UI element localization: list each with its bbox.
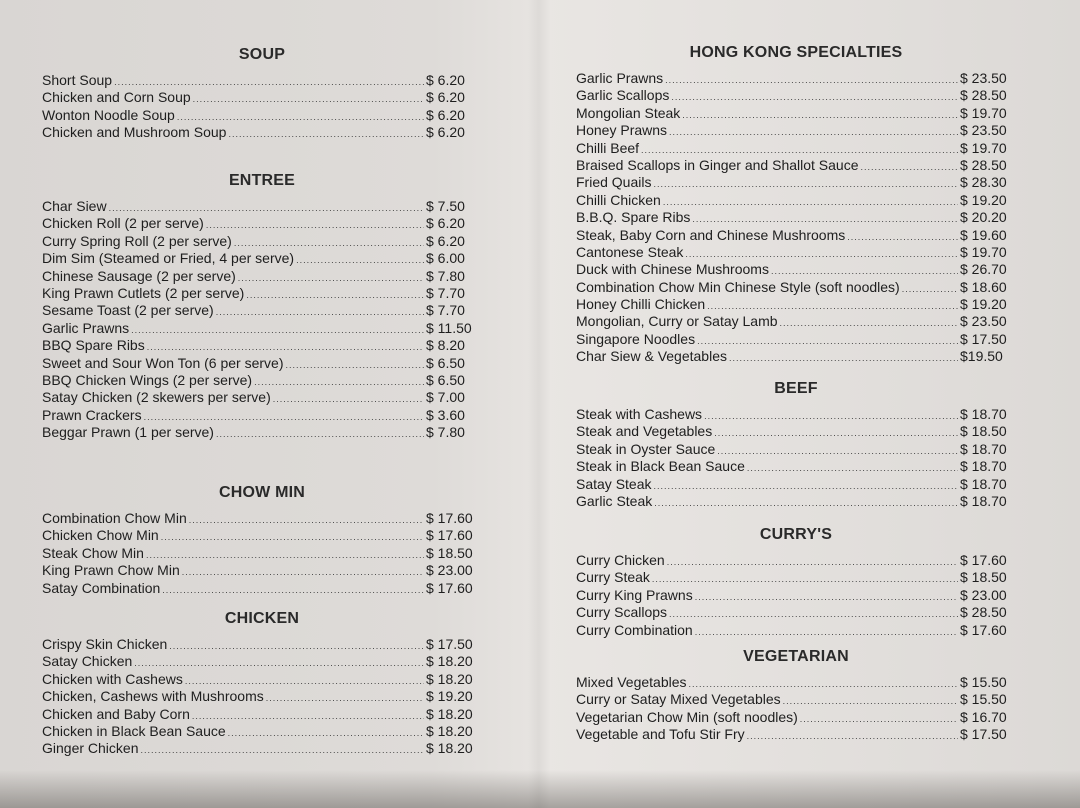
- dot-leader: [747, 460, 958, 477]
- menu-item: [576, 244, 1016, 261]
- menu-item-price: $ 28.50: [960, 87, 1007, 104]
- menu-item: [42, 706, 482, 723]
- dot-leader: [667, 554, 958, 571]
- menu-item-name: Chilli Beef: [576, 139, 640, 156]
- dot-leader: [902, 281, 958, 298]
- menu-item-name: Mixed Vegetables: [576, 674, 687, 690]
- menu-item-name: Chicken and Baby Corn: [42, 705, 190, 722]
- section-entree: [42, 170, 482, 456]
- dot-leader: [695, 624, 958, 641]
- menu-item-price: $ 18.20: [426, 670, 473, 687]
- dot-leader: [266, 690, 424, 707]
- menu-item: [42, 527, 482, 544]
- menu-item: [576, 87, 1016, 104]
- menu-item: [576, 348, 1016, 365]
- menu-item-price: $ 28.50: [960, 604, 1007, 621]
- menu-item-name: King Prawn Chow Min: [42, 562, 180, 579]
- menu-item-price: $ 19.70: [960, 243, 1007, 260]
- menu-item-name: Prawn Crackers: [42, 406, 142, 423]
- menu-item-name: Duck with Chinese Mushrooms: [576, 261, 769, 278]
- section-title: BEEF: [774, 380, 818, 397]
- page-fold: [528, 0, 550, 808]
- dot-leader: [131, 322, 424, 339]
- menu-item: [42, 407, 482, 424]
- dot-leader: [228, 126, 424, 143]
- menu-item-price: $ 6.20: [426, 72, 465, 88]
- menu-item-name: Garlic Prawns: [576, 70, 664, 86]
- menu-item-price: $ 18.20: [426, 740, 473, 757]
- menu-item-name: Steak, Baby Corn and Chinese Mushrooms: [576, 226, 846, 243]
- menu-item: [42, 424, 482, 441]
- menu-item: [576, 674, 1016, 691]
- menu-item-price: $ 15.50: [960, 691, 1007, 708]
- dot-leader: [141, 742, 425, 759]
- dot-leader: [254, 374, 424, 391]
- menu-item-price: $ 8.20: [426, 337, 465, 354]
- menu-item: [42, 636, 482, 653]
- menu-item: [42, 302, 482, 319]
- menu-item-name: Mongolian, Curry or Satay Lamb: [576, 313, 778, 330]
- menu-item: [42, 72, 482, 89]
- menu-item-name: Braised Scallops in Ginger and Shallot Sauce: [576, 156, 859, 173]
- menu-item: [576, 587, 1016, 604]
- dot-leader: [296, 252, 424, 269]
- menu-item-name: B.B.Q. Spare Ribs: [576, 209, 691, 226]
- menu-item-price: $ 17.60: [426, 579, 473, 596]
- menu-item-price: $ 18.70: [960, 440, 1007, 457]
- menu-item: [576, 604, 1016, 621]
- menu-item-price: $ 18.70: [960, 406, 1007, 422]
- menu-item-name: Combination Chow Min Chinese Style (soft noodles): [576, 278, 900, 295]
- menu-item: [42, 671, 482, 688]
- menu-item-name: Honey Chilli Chicken: [576, 296, 706, 313]
- menu-item-name: King Prawn Cutlets (2 per serve): [42, 284, 245, 301]
- menu-item-price: $ 11.50: [426, 319, 472, 336]
- section-beef: [576, 378, 1016, 509]
- menu-item-name: Curry King Prawns: [576, 586, 693, 603]
- menu-item: [42, 124, 482, 141]
- menu-item-name: Curry Combination: [576, 621, 693, 638]
- menu-item-name: Combination Chow Min: [42, 510, 187, 526]
- menu-item-name: Chilli Chicken: [576, 191, 661, 208]
- section-chow-min: [42, 482, 482, 594]
- dot-leader: [747, 728, 958, 745]
- menu-item: [576, 441, 1016, 458]
- menu-item-price: $ 17.60: [426, 527, 473, 544]
- menu-item: [42, 198, 482, 215]
- dot-leader: [665, 72, 958, 89]
- section-chicken: [42, 608, 482, 758]
- menu-item: [42, 250, 482, 267]
- menu-item: [42, 688, 482, 705]
- dot-leader: [169, 638, 424, 655]
- menu-item-name: Chicken and Corn Soup: [42, 89, 191, 106]
- menu-item: [42, 740, 482, 757]
- menu-item-name: Sesame Toast (2 per serve): [42, 302, 214, 319]
- dot-leader: [780, 315, 958, 332]
- menu-item-price: $ 19.70: [960, 139, 1007, 156]
- menu-item-price: $ 7.80: [426, 424, 465, 441]
- dot-leader: [847, 229, 958, 246]
- menu-item-name: Cantonese Steak: [576, 243, 684, 260]
- menu-item: [42, 337, 482, 354]
- menu-item-name: Chicken with Cashews: [42, 670, 183, 687]
- menu-item-name: Steak and Vegetables: [576, 423, 713, 440]
- dot-leader: [783, 693, 958, 710]
- dot-leader: [714, 425, 958, 442]
- menu-item-price: $ 16.70: [960, 708, 1007, 725]
- menu-item-price: $ 19.20: [960, 296, 1007, 313]
- section-title: VEGETARIAN: [743, 648, 849, 665]
- dot-leader: [695, 589, 958, 606]
- menu-item-name: Char Siew & Vegetables: [576, 348, 727, 365]
- menu-item: [42, 233, 482, 250]
- menu-item-name: Chicken, Cashews with Mushrooms: [42, 688, 264, 705]
- menu-item-name: BBQ Spare Ribs: [42, 337, 145, 354]
- menu-item: [576, 157, 1016, 174]
- menu-item: [42, 562, 482, 579]
- menu-item-price: $ 23.50: [960, 313, 1007, 330]
- menu-item-name: Ginger Chicken: [42, 740, 139, 757]
- section-title: CHICKEN: [224, 610, 300, 627]
- section-vegetarian: [576, 646, 1016, 744]
- menu-item-price: $ 18.50: [960, 423, 1007, 440]
- menu-item: [576, 622, 1016, 639]
- menu-item-price: $ 17.60: [960, 552, 1007, 568]
- menu-item-price: $19.50: [960, 348, 1003, 365]
- menu-item-name: Curry Steak: [576, 569, 650, 586]
- menu-item-price: $ 28.30: [960, 174, 1007, 191]
- menu-item-name: Chicken Roll (2 per serve): [42, 215, 204, 232]
- menu-item: [576, 569, 1016, 586]
- menu-item: [42, 355, 482, 372]
- menu-item: [576, 691, 1016, 708]
- dot-leader: [800, 711, 958, 728]
- menu-item-price: $ 23.50: [960, 70, 1007, 86]
- menu-item-name: Satay Chicken: [42, 653, 133, 670]
- menu-item-name: Curry Spring Roll (2 per serve): [42, 232, 232, 249]
- menu-item-name: Chicken and Mushroom Soup: [42, 124, 227, 141]
- menu-item-price: $ 7.70: [426, 302, 465, 319]
- menu-item-name: Vegetable and Tofu Stir Fry: [576, 726, 745, 743]
- section-title: CURRY'S: [759, 526, 833, 543]
- menu-item-price: $ 18.70: [960, 475, 1007, 492]
- menu-item: [42, 268, 482, 285]
- menu-item-price: $ 6.20: [426, 106, 465, 123]
- menu-item: [576, 140, 1016, 157]
- menu-item: [576, 105, 1016, 122]
- menu-item: [576, 313, 1016, 330]
- menu-item-name: Sweet and Sour Won Ton (6 per serve): [42, 354, 284, 371]
- section-soup: [42, 44, 482, 152]
- section-currys: [576, 524, 1016, 636]
- menu-item-name: Steak in Black Bean Sauce: [576, 458, 745, 475]
- menu-item: [42, 580, 482, 597]
- menu-item: [576, 331, 1016, 348]
- right-column: [576, 42, 1016, 744]
- dot-leader: [654, 495, 958, 512]
- menu-item-name: Curry Scallops: [576, 604, 668, 621]
- menu-item-price: $ 18.70: [960, 458, 1007, 475]
- menu-item-name: Beggar Prawn (1 per serve): [42, 424, 214, 441]
- dot-leader: [228, 725, 424, 742]
- menu-item-price: $ 18.20: [426, 722, 473, 739]
- menu-item-name: Singapore Noodles: [576, 330, 696, 347]
- dot-leader: [669, 606, 958, 623]
- menu-item-price: $ 18.20: [426, 705, 473, 722]
- menu-item-price: $ 7.00: [426, 389, 465, 406]
- menu-item: [576, 279, 1016, 296]
- menu-item-name: Wonton Noodle Soup: [42, 106, 175, 123]
- dot-leader: [663, 194, 958, 211]
- menu-item-price: $ 19.20: [426, 688, 473, 705]
- dot-leader: [273, 391, 424, 408]
- menu-item-name: Curry Chicken: [576, 552, 665, 568]
- menu-item-price: $ 17.50: [960, 726, 1007, 743]
- menu-item: [576, 70, 1016, 87]
- dot-leader: [697, 333, 958, 350]
- menu-item: [576, 174, 1016, 191]
- menu-item-name: Crispy Skin Chicken: [42, 636, 168, 652]
- menu-item-price: $ 6.20: [426, 215, 465, 232]
- menu-item-name: Honey Prawns: [576, 122, 668, 139]
- menu-item-name: Fried Quails: [576, 174, 652, 191]
- menu-item-price: $ 20.20: [960, 209, 1007, 226]
- menu-item-name: Short Soup: [42, 72, 113, 88]
- dot-leader: [162, 582, 424, 599]
- menu-item: [576, 261, 1016, 278]
- menu-item: [42, 285, 482, 302]
- bottom-shadow: [0, 770, 1080, 808]
- menu-item-price: $ 19.60: [960, 226, 1007, 243]
- dot-leader: [146, 547, 424, 564]
- menu-item-price: $ 23.50: [960, 122, 1007, 139]
- dot-leader: [246, 287, 424, 304]
- menu-item-name: Steak in Oyster Sauce: [576, 440, 716, 457]
- menu-item-name: Chicken Chow Min: [42, 527, 159, 544]
- menu-item-name: Garlic Scallops: [576, 87, 670, 104]
- menu-item-name: Steak Chow Min: [42, 544, 144, 561]
- menu-item-price: $ 3.60: [426, 406, 465, 423]
- menu-item: [42, 653, 482, 670]
- dot-leader: [671, 89, 958, 106]
- menu-item-price: $ 18.50: [426, 544, 473, 561]
- menu-item: [42, 89, 482, 106]
- menu-item-price: $ 23.00: [426, 562, 473, 579]
- dot-leader: [216, 426, 424, 443]
- menu-item-price: $ 7.70: [426, 284, 465, 301]
- menu-item-price: $ 26.70: [960, 261, 1007, 278]
- menu-item: [576, 423, 1016, 440]
- dot-leader: [161, 529, 424, 546]
- dot-leader: [682, 107, 958, 124]
- menu-item-name: Satay Chicken (2 skewers per serve): [42, 389, 271, 406]
- menu-item-name: Steak with Cashews: [576, 406, 703, 422]
- menu-item-name: Vegetarian Chow Min (soft noodles): [576, 708, 798, 725]
- dot-leader: [653, 176, 958, 193]
- menu-item-name: Curry or Satay Mixed Vegetables: [576, 691, 781, 708]
- menu-item: [42, 215, 482, 232]
- menu-item-price: $ 17.50: [960, 330, 1007, 347]
- menu-item-price: $ 6.50: [426, 371, 465, 388]
- menu-item: [576, 476, 1016, 493]
- menu-item-name: Satay Combination: [42, 579, 161, 596]
- dot-leader: [729, 350, 958, 367]
- dot-leader: [193, 91, 424, 108]
- dot-leader: [717, 443, 958, 460]
- menu-item: [42, 723, 482, 740]
- menu-item-price: $ 17.60: [960, 621, 1007, 638]
- section-title: CHOW MIN: [218, 484, 306, 501]
- menu-item-name: Chinese Sausage (2 per serve): [42, 267, 236, 284]
- section-title: SOUP: [238, 46, 286, 63]
- menu-item-price: $ 7.80: [426, 267, 465, 284]
- menu-item-price: $ 28.50: [960, 156, 1007, 173]
- menu-item: [576, 192, 1016, 209]
- menu-item-name: Mongolian Steak: [576, 104, 681, 121]
- menu-item: [576, 493, 1016, 510]
- menu-item: [576, 296, 1016, 313]
- menu-item: [42, 545, 482, 562]
- menu-item-price: $ 23.00: [960, 586, 1007, 603]
- menu-item-price: $ 17.60: [426, 510, 473, 526]
- menu-item-name: Dim Sim (Steamed or Fried, 4 per serve): [42, 250, 295, 267]
- menu-item-name: Chicken in Black Bean Sauce: [42, 722, 226, 739]
- left-column: [42, 44, 482, 758]
- menu-item: [576, 122, 1016, 139]
- menu-item-price: $ 6.50: [426, 354, 465, 371]
- menu-item-name: BBQ Chicken Wings (2 per serve): [42, 371, 253, 388]
- dot-leader: [286, 357, 425, 374]
- section-title: ENTREE: [228, 172, 296, 189]
- menu-item: [576, 552, 1016, 569]
- dot-leader: [704, 408, 958, 425]
- dot-leader: [189, 512, 424, 529]
- menu-item: [42, 389, 482, 406]
- menu-item: [576, 709, 1016, 726]
- menu-item-price: $ 17.50: [426, 636, 473, 652]
- menu-item: [42, 372, 482, 389]
- menu-item: [42, 320, 482, 337]
- section-title: HONG KONG SPECIALTIES: [689, 44, 903, 61]
- menu-item-price: $ 18.70: [960, 492, 1007, 509]
- dot-leader: [206, 217, 424, 234]
- dot-leader: [192, 708, 424, 725]
- dot-leader: [669, 124, 958, 141]
- menu-item-name: Garlic Prawns: [42, 319, 130, 336]
- menu-item-price: $ 15.50: [960, 674, 1007, 690]
- dot-leader: [861, 159, 958, 176]
- menu-item: [576, 406, 1016, 423]
- menu-item-price: $ 18.50: [960, 569, 1007, 586]
- dot-leader: [654, 478, 959, 495]
- menu-item: [576, 458, 1016, 475]
- menu-item: [576, 726, 1016, 743]
- menu-item: [576, 227, 1016, 244]
- menu-item-name: Char Siew: [42, 198, 107, 214]
- menu-item-name: Garlic Steak: [576, 492, 653, 509]
- dot-leader: [652, 571, 958, 588]
- dot-leader: [216, 304, 424, 321]
- menu-item-price: $ 6.20: [426, 124, 465, 141]
- section-hong-kong-specialties: [576, 42, 1016, 372]
- menu-item-price: $ 19.20: [960, 191, 1007, 208]
- menu-item-price: $ 6.20: [426, 89, 465, 106]
- menu-item-price: $ 18.20: [426, 653, 473, 670]
- menu-item: [42, 107, 482, 124]
- menu-item-price: $ 6.00: [426, 250, 465, 267]
- menu-item-name: Satay Steak: [576, 475, 652, 492]
- menu-item-price: $ 18.60: [960, 278, 1007, 295]
- menu-item: [576, 209, 1016, 226]
- dot-leader: [182, 564, 424, 581]
- menu-item: [42, 510, 482, 527]
- menu-item-price: $ 6.20: [426, 232, 465, 249]
- menu-item-price: $ 7.50: [426, 198, 465, 214]
- menu-item-price: $ 19.70: [960, 104, 1007, 121]
- dot-leader: [238, 270, 424, 287]
